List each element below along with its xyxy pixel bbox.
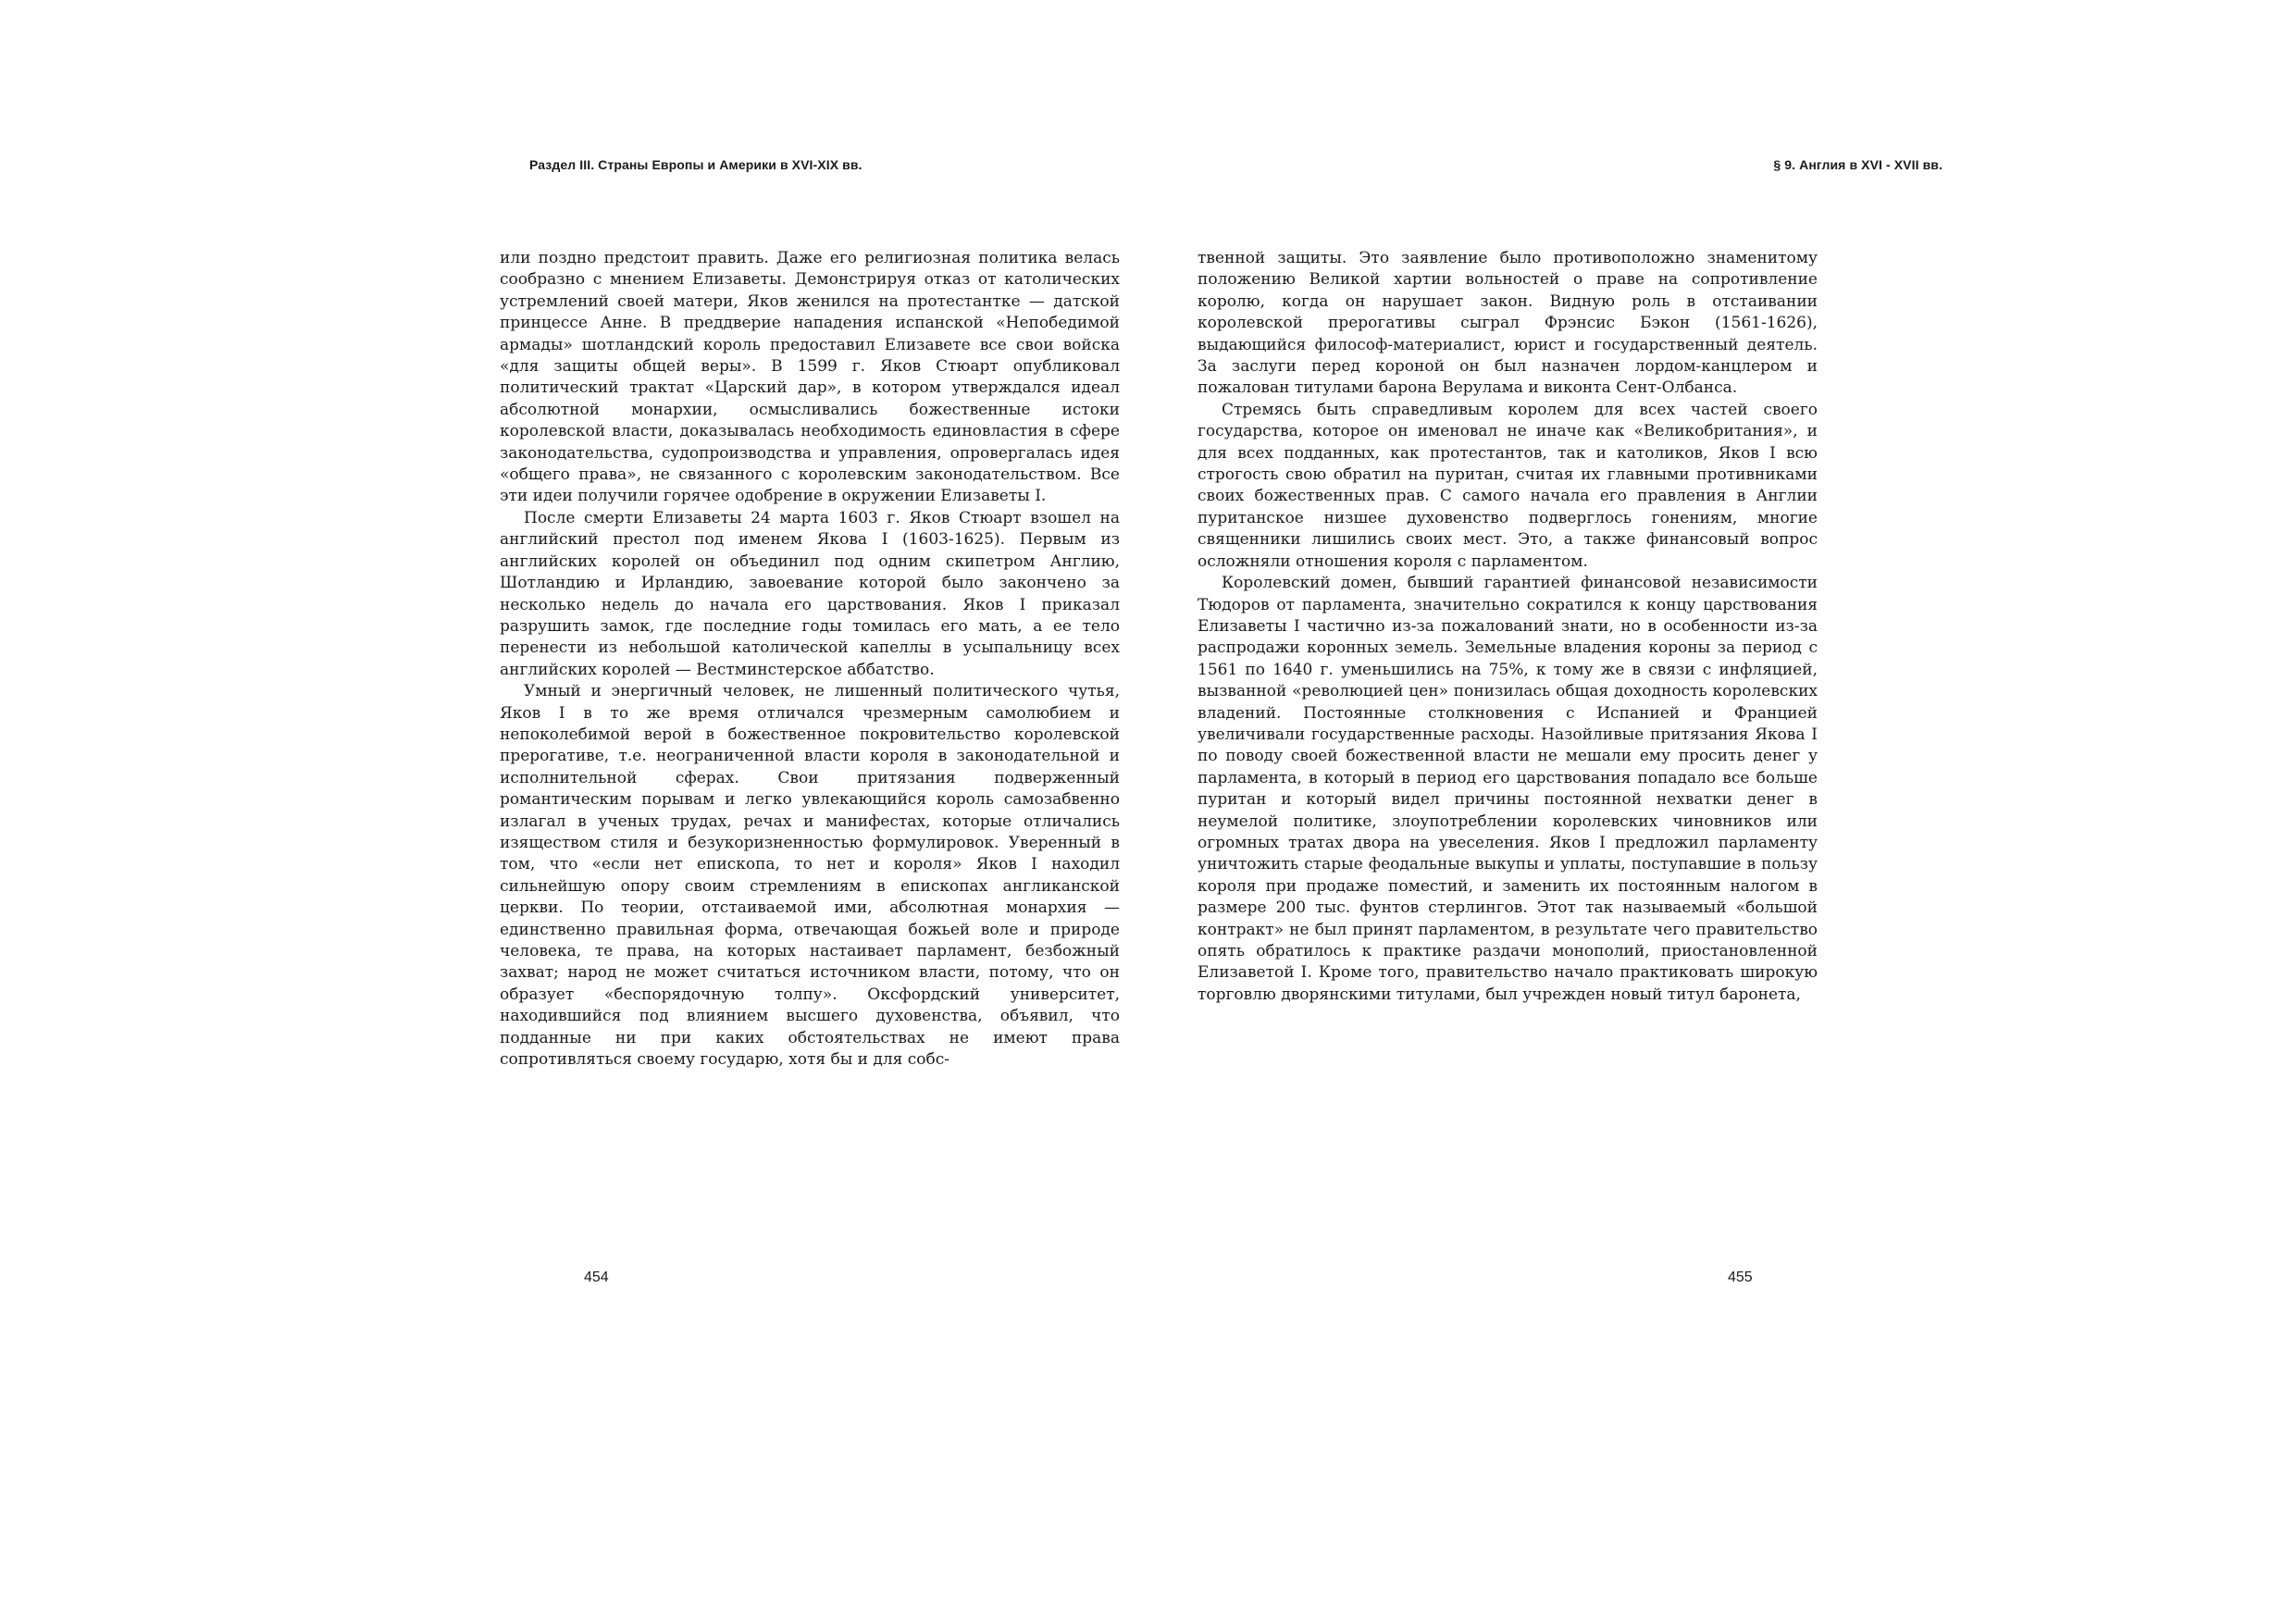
left-page-number: 454 [584,1270,609,1285]
right-running-header: § 9. Англия в XVI - XVII вв. [1773,157,1942,172]
right-page [1148,0,2296,1623]
paragraph: После смерти Елизаветы 24 марта 1603 г. Яков Стюарт взошел на английский престол под именем Якова I (1603-1625). Первым из английских королей он объединил под одним скипетром Англию, Шотландию и Ирландию, завоевание которой было закончено за несколько недель до начала его царствования. Яков I приказал разрушить замок, где последние годы томилась его мать, а ее тело перенести из небольшой католической капеллы в усыпальницу всех английских королей — Вестминстерское аббатство. [500,508,1120,679]
left-text-column [500,248,1120,1071]
left-running-header: Раздел III. Страны Европы и Америки в XVI-XIX вв. [529,157,863,172]
paragraph: Умный и энергичный человек, не лишенный политического чутья, Яков I в то же время отличался чрезмерным самолюбием и непоколебимой верой в божественное покровительство королевской прерогативе, т.е. неограниченной власти короля в законодательной и исполнительной сферах. Свои притязания подверженный романтическим порывам и легко увлекающийся король самозабвенно излагал в ученых трудах, речах и манифестах, которые отличались изяществом стиля и безукоризненностью формулировок. Уверенный в том, что «если нет епископа, то нет и короля» Яков I находил сильнейшую опору своим стремлениям в епископах англиканской церкви. По теории, отстаиваемой ими, абсолютная монархия — единственно правильная форма, отвечающая божьей воле и природе человека, те права, на которых настаивает парламент, безбожный захват; народ не может считаться источником власти, потому, что он образует «беспорядочную толпу». Оксфордский университет, находившийся под влиянием высшего духовенства, объявил, что подданные ни при каких обстоятельствах не имеют права сопротивляться своему государю, хотя бы и для собс- [500,682,1120,1070]
paragraph: или поздно предстоит править. Даже его религиозная политика велась сообразно с мнением Елизаветы. Демонстрируя отказ от католических устремлений своей матери, Яков женился на протестантке — датской принцессе Анне. В преддверие нападения испанской «Непобедимой армады» шотландский король предоставил Елизавете все свои войска «для защиты общей веры». В 1599 г. Яков Стюарт опубликовал политический трактат «Царский дар», в котором утверждался идеал абсолютной монархии, осмысливались божественные истоки королевской власти, доказывалась необходимость единовластия в сфере законодательства, судопроизводства и управления, опровергалась идея «общего права», не связанного с королевским законодательством. Все эти идеи получили горячее одобрение в окружении Елизаветы I. [500,249,1120,506]
right-text-column [1198,248,1818,1006]
paragraph: твенной защиты. Это заявление было противоположно знаменитому положению Великой хартии вольностей о праве на сопротивление королю, когда он нарушает закон. Видную роль в отстаивании королевской прерогативы сыграл Фрэнсис Бэкон (1561-1626), выдающийся философ-материалист, юрист и государственный деятель. За заслуги перед короной он был назначен лордом-канцлером и пожалован титулами барона Верулама и виконта Сент-Олбанса. [1198,249,1818,398]
paragraph: Стремясь быть справедливым королем для всех частей своего государства, которое он именовал не иначе как «Великобритания», и для всех подданных, как протестантов, так и католиков, Яков I всю строгость свою обратил на пуритан, считая их главными противниками своих божественных прав. С самого начала его правления в Англии пуританское низшее духовенство подверглось гонениям, многие священники лишились своих мест. Это, а также финансовый вопрос осложняли отношения короля с парламентом. [1198,400,1818,571]
paragraph: Королевский домен, бывший гарантией финансовой независимости Тюдоров от парламента, значительно сократился к концу царствования Елизаветы I частично из-за пожалований знати, но в особенности из-за распродажи коронных земель. Земельные владения короны за период с 1561 по 1640 г. уменьшились на 75%, к тому же в связи с инфляцией, вызванной «революцией цен» понизилась общая доходность королевских владений. Постоянные столкновения с Испанией и Францией увеличивали государственные расходы. Назойливые притязания Якова I по поводу своей божественной власти не мешали ему просить денег у парламента, в который в период его царствования попадало все больше пуритан и который видел причины постоянной нехватки денег в неумелой политике, злоупотреблении королевских чиновников или огромных тратах двора на увеселения. Яков I предложил парламенту уничтожить старые феодальные выкупы и уплаты, поступавшие в пользу короля при продаже поместий, и заменить их постоянным налогом в размере 200 тыс. фунтов стерлингов. Этот так называемый «большой контракт» не был принят парламентом, в результате чего правительство опять обратилось к практике раздачи монополий, приостановленной Елизаветой I. Кроме того, правительство начало практиковать широкую торговлю дворянскими титулами, был учрежден новый титул баронета, [1198,574,1818,1004]
right-page-number: 455 [1728,1270,1753,1285]
